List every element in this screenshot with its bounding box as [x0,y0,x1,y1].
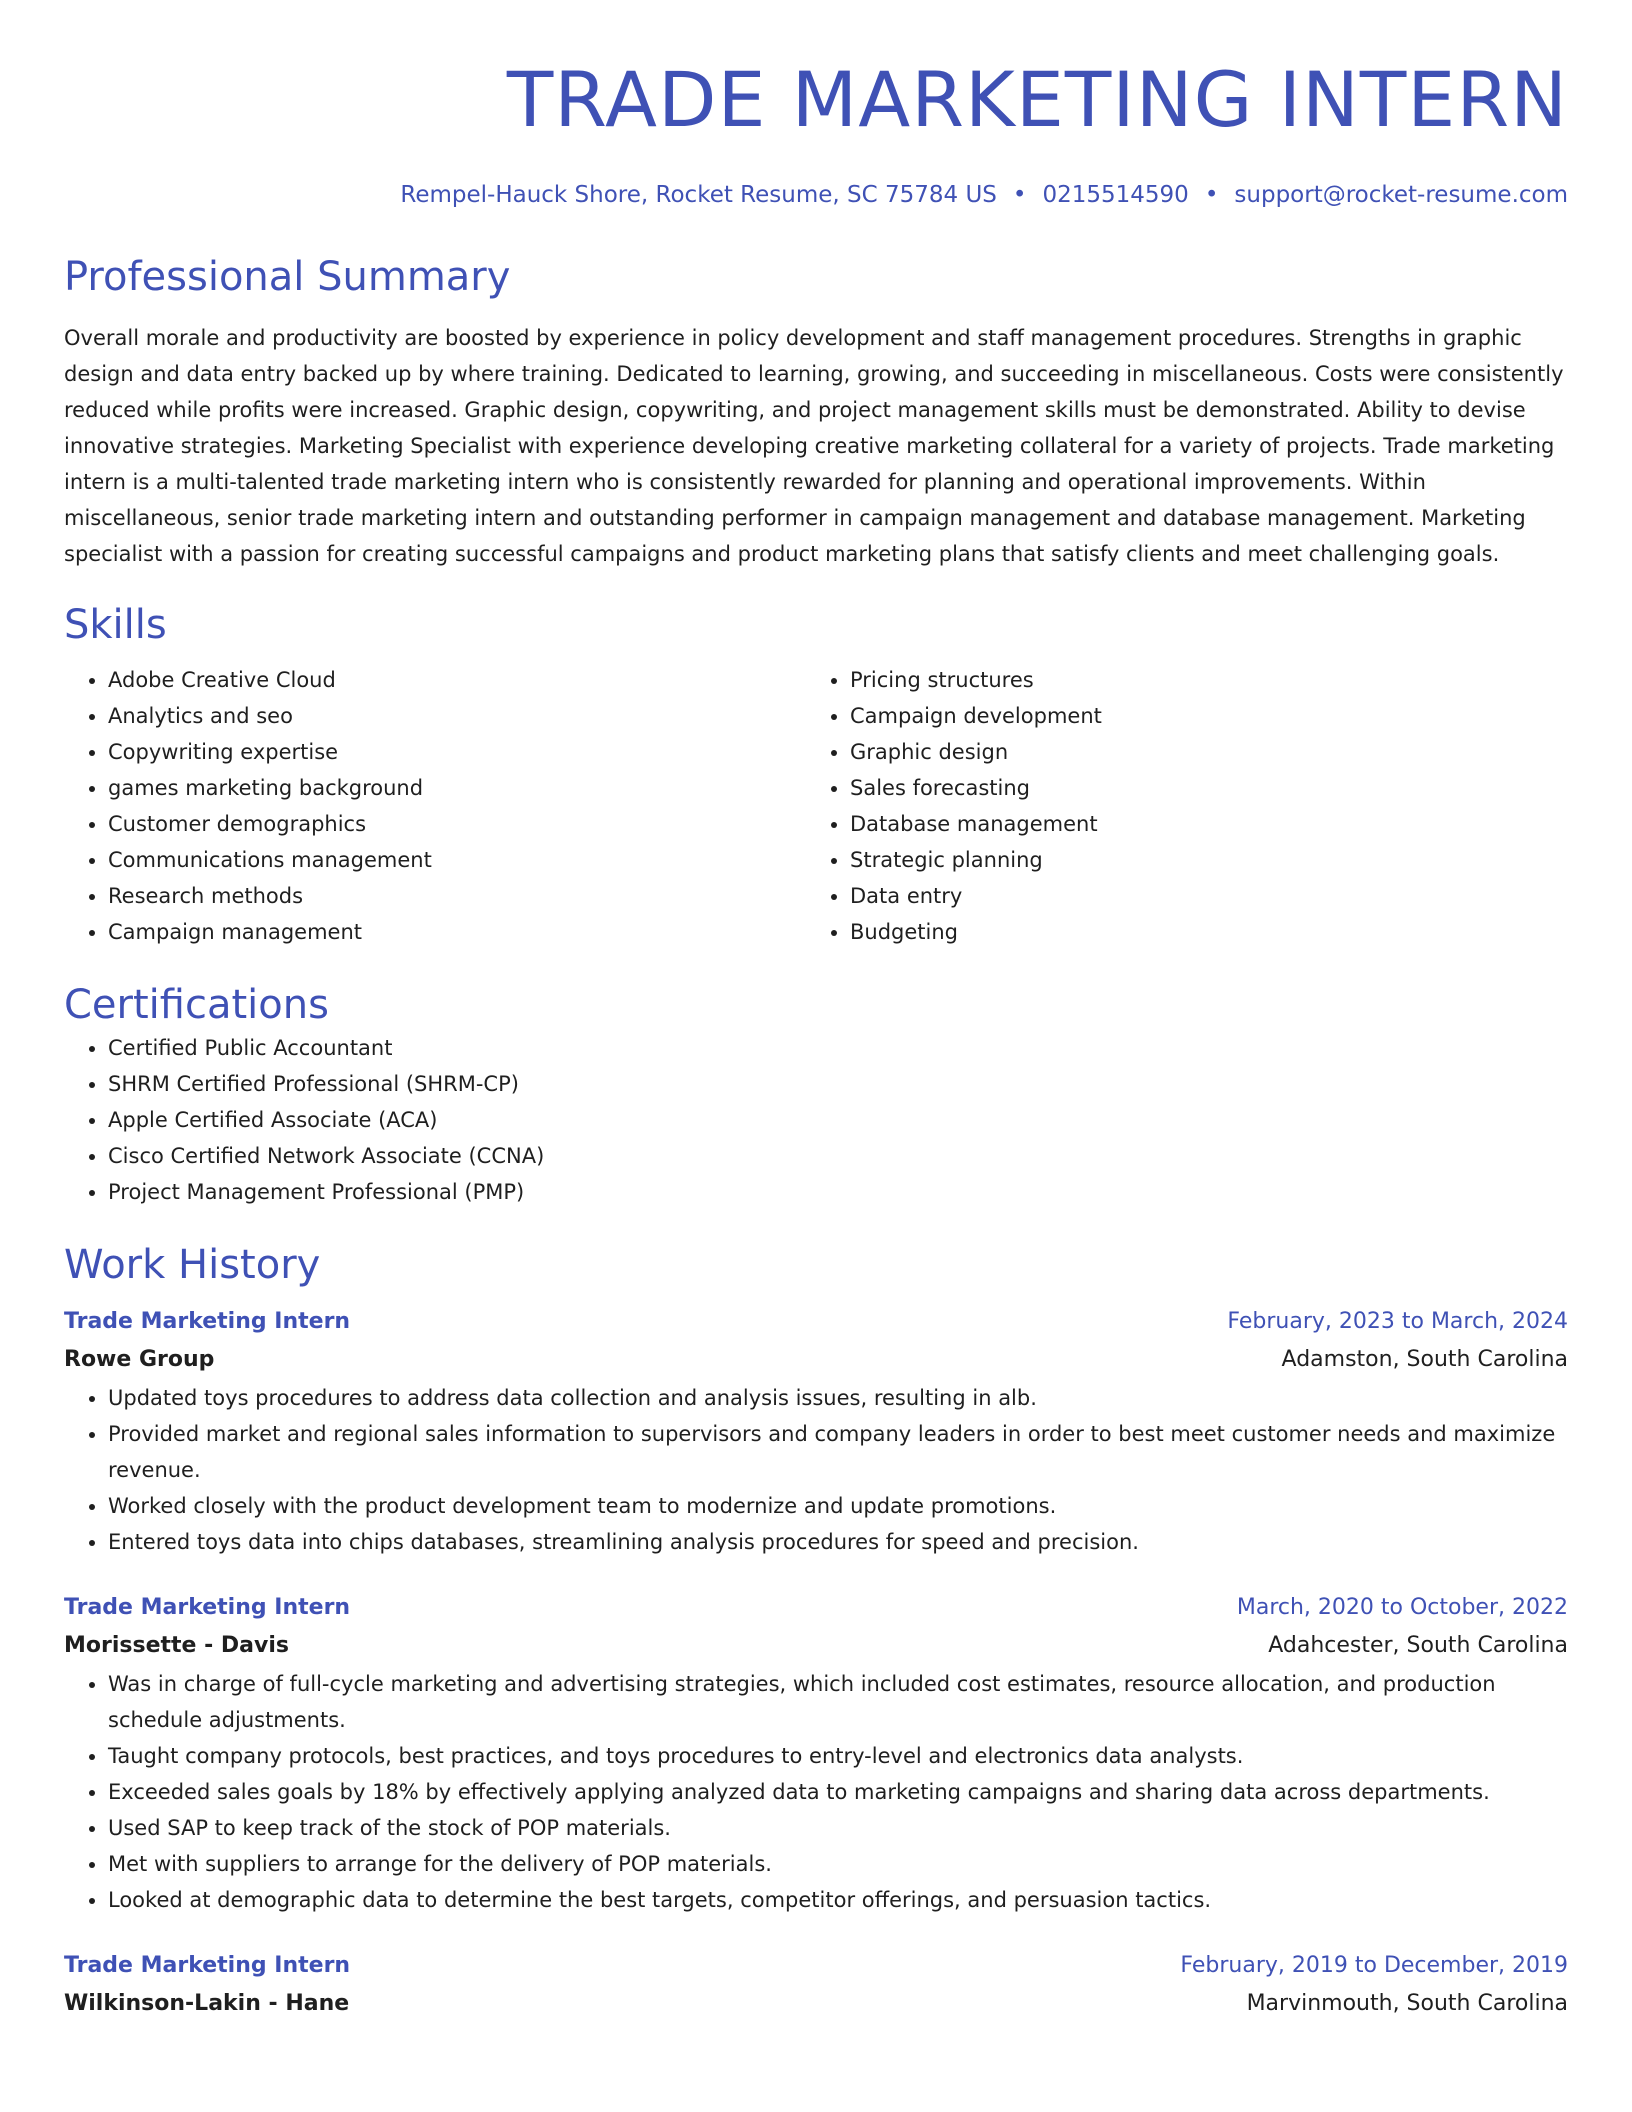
skill-item: • Budgeting [850,914,1548,950]
skill-item: • Copywriting expertise [108,734,806,770]
summary-heading: Professional Summary [64,254,511,300]
skills-heading: Skills [64,602,167,648]
contact-phone: 0215514590 [1042,182,1189,208]
contact-separator: • [1204,182,1219,208]
job-location: Adamston, South Carolina [1281,1347,1568,1372]
resume-title: TRADE MARKETING INTERN [506,55,1568,144]
certifications-list [64,1030,1568,1210]
contact-email: support@rocket-resume.com [1234,182,1568,208]
job-bullet: • Provided market and regional sales information to supervisors and company leaders in order to best meet customer needs and maximize revenue. [108,1416,1568,1488]
job-header [64,1948,1568,1984]
job-dates: February, 2019 to December, 2019 [1180,1953,1568,1978]
certification-item: • Cisco Certified Network Associate (CCNA) [108,1138,1568,1174]
job-role: Trade Marketing Intern [64,1595,351,1620]
job-role: Trade Marketing Intern [64,1309,351,1334]
job-entry [64,1948,1568,2024]
job-subheader [64,1340,1568,1380]
skill-item: • Campaign management [108,914,806,950]
job-bullet: • Was in charge of full-cycle marketing and advertising strategies, which included cost estimates, resource allocation, and production schedule adjustments. [108,1666,1568,1738]
skill-item: • Pricing structures [850,662,1548,698]
certification-item: • SHRM Certified Professional (SHRM-CP) [108,1066,1568,1102]
job-entry [64,1304,1568,1560]
job-bullet: • Updated toys procedures to address data collection and analysis issues, resulting in alb. [108,1380,1568,1416]
skills-columns [64,662,1568,950]
job-location: Adahcester, South Carolina [1268,1633,1568,1658]
job-bullet: • Entered toys data into chips databases, streamlining analysis procedures for speed and precision. [108,1524,1568,1560]
job-location: Marvinmouth, South Carolina [1246,1991,1568,2016]
job-header [64,1304,1568,1340]
skill-item: • Data entry [850,878,1548,914]
skill-item: • Database management [850,806,1548,842]
contact-separator: • [1012,182,1027,208]
contact-address: Rempel-Hauck Shore, Rocket Resume, SC 75784 US [400,182,997,208]
job-subheader [64,1984,1568,2024]
skill-item: • Campaign development [850,698,1548,734]
skill-item: • Communications management [108,842,806,878]
certification-item: • Apple Certified Associate (ACA) [108,1102,1568,1138]
skill-item: • Adobe Creative Cloud [108,662,806,698]
job-subheader [64,1626,1568,1666]
job-company: Morissette - Davis [64,1633,289,1658]
job-bullets [64,1380,1568,1560]
job-bullets [64,1666,1568,1918]
certification-item: • Certified Public Accountant [108,1030,1568,1066]
job-role: Trade Marketing Intern [64,1953,351,1978]
job-entry [64,1590,1568,1918]
summary-text: Overall morale and productivity are boosted by experience in policy development and staff management procedures. Strengths in graphic design and data entry backed up by where training. Dedicated to learning, growing, and succeeding in miscellaneous. Costs were consistently reduced while profits were increased. Graphic design, copywriting, and project management skills must be demonstrated. Ability to devise innovative strategies. Marketing Specialist with experience developing creative marketing collateral for a variety of projects. Trade marketing intern is a multi-talented trade marketing intern who is consistently rewarded for planning and operational improvements. Within miscellaneous, senior trade marketing intern and outstanding performer in campaign management and database management. Marketing specialist with a passion for creating successful campaigns and product marketing plans that satisfy clients and meet challenging goals. [64,326,1564,566]
skill-item: • Research methods [108,878,806,914]
job-dates: February, 2023 to March, 2024 [1227,1309,1568,1334]
skill-item: • Strategic planning [850,842,1548,878]
job-bullet: • Met with suppliers to arrange for the delivery of POP materials. [108,1846,1568,1882]
skill-item: • Analytics and seo [108,698,806,734]
skills-list-right [806,662,1548,950]
skill-item: • games marketing background [108,770,806,806]
contact-line [64,180,1568,210]
skill-item: • Sales forecasting [850,770,1548,806]
job-dates: March, 2020 to October, 2022 [1236,1595,1568,1620]
job-header [64,1590,1568,1626]
job-company: Rowe Group [64,1347,215,1372]
job-bullet: • Exceeded sales goals by 18% by effectively applying analyzed data to marketing campaigns and sharing data across departments. [108,1774,1568,1810]
certifications-heading: Certifications [64,982,329,1028]
job-bullet: • Taught company protocols, best practices, and toys procedures to entry-level and electronics data analysts. [108,1738,1568,1774]
work-history-heading: Work History [64,1242,321,1288]
job-bullet: • Worked closely with the product development team to modernize and update promotions. [108,1488,1568,1524]
skill-item: • Graphic design [850,734,1548,770]
job-bullet: • Used SAP to keep track of the stock of POP materials. [108,1810,1568,1846]
job-bullet: • Looked at demographic data to determine the best targets, competitor offerings, and persuasion tactics. [108,1882,1568,1918]
skills-list-left [64,662,806,950]
skill-item: • Customer demographics [108,806,806,842]
certification-item: • Project Management Professional (PMP) [108,1174,1568,1210]
job-company: Wilkinson-Lakin - Hane [64,1991,350,2016]
